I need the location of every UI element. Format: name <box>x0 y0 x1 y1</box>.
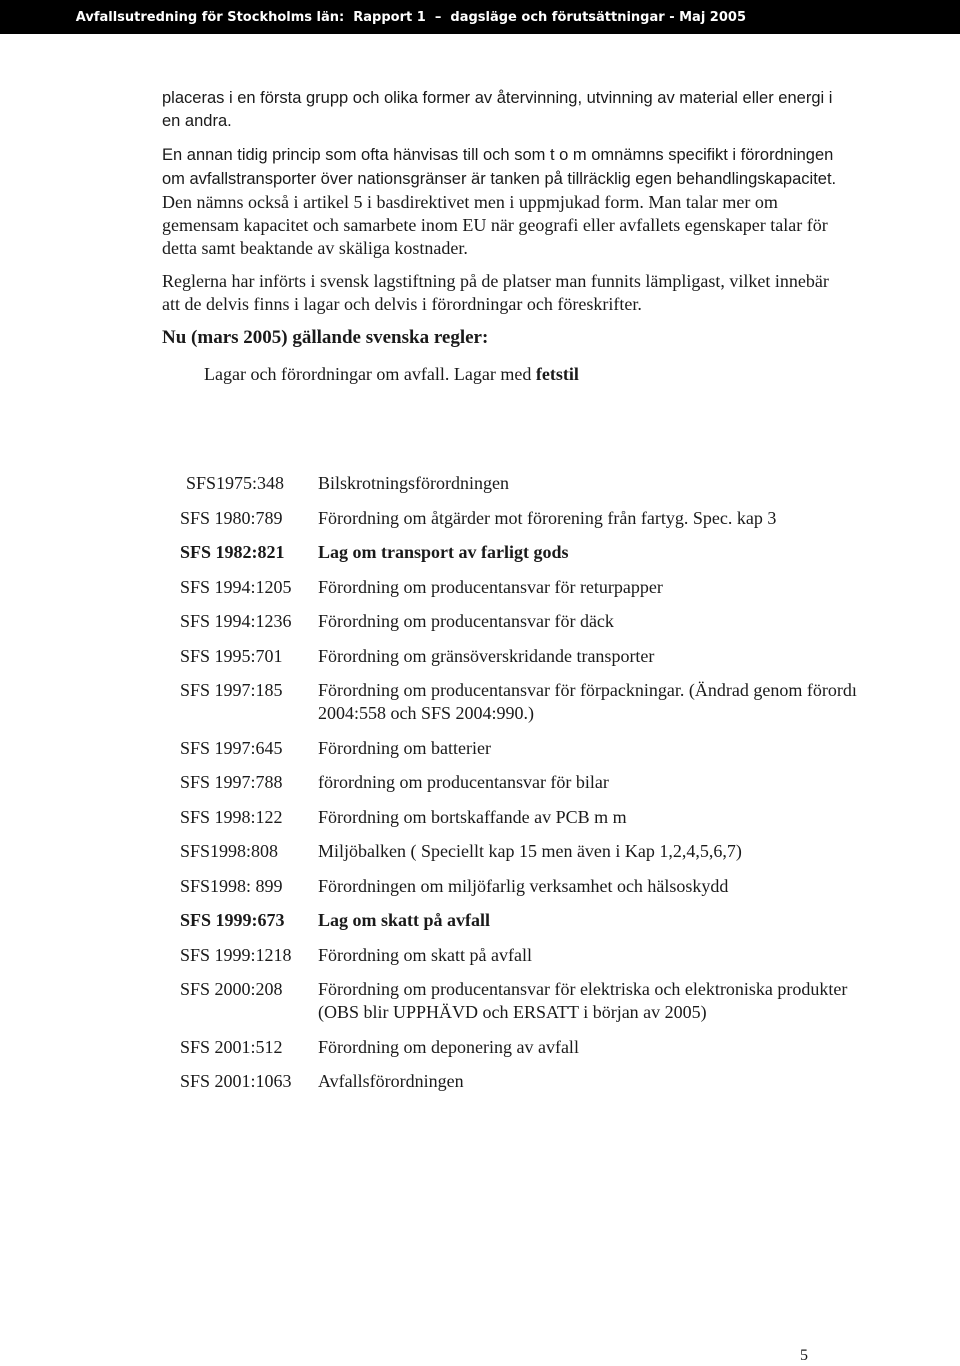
regulation-row <box>180 875 960 898</box>
regulation-code: SFS 1998:122 <box>180 806 283 827</box>
regulation-row <box>180 610 960 633</box>
regulation-name <box>318 472 509 495</box>
header-title: Avfallsutredning för Stockholms län: Rapport 1 – dagsläge och förutsättningar - Maj 2005 <box>75 9 746 25</box>
list-intro <box>204 362 842 386</box>
regulation-name <box>318 1070 464 1093</box>
regulation-name-line: Förordning om skatt på avfall <box>318 944 532 965</box>
regulation-name-line: Avfallsförordningen <box>318 1071 464 1091</box>
regulation-name-line: Förordning om deponering av avfall <box>318 1036 579 1057</box>
regulation-row <box>180 645 960 668</box>
regulation-code: SFS 1997:185 <box>180 680 283 700</box>
regulation-name <box>318 875 728 898</box>
regulation-row <box>180 771 960 794</box>
regulation-name <box>318 978 847 1024</box>
regulation-code: SFS 1994:1205 <box>180 576 292 597</box>
regulation-name-line: Förordning om producentansvar för däck <box>318 611 614 631</box>
regulation-code: SFS1998: 899 <box>180 875 283 896</box>
regulation-name-line: Lag om transport av farligt gods <box>318 542 569 562</box>
paragraph-2-part-b: Den nämns också i artikel 5 i basdirektivet men i uppmjukad form. <box>162 192 644 212</box>
regulation-row <box>180 576 960 599</box>
regulation-name <box>318 576 663 599</box>
regulation-name-line: Förordning om batterier <box>318 737 491 758</box>
list-intro-bold: fetstil <box>535 364 579 384</box>
regulation-code: SFS 1980:789 <box>180 507 283 528</box>
regulation-row <box>180 840 960 863</box>
regulation-code: SFS 2000:208 <box>180 979 283 999</box>
regulation-row <box>180 679 960 725</box>
regulation-name <box>318 944 532 967</box>
paragraph-1: placeras i en första grupp och olika former av återvinning, utvinning av material eller energi i en andra. <box>162 89 833 130</box>
regulation-row <box>180 978 960 1024</box>
regulation-code: SFS1998:808 <box>180 841 279 861</box>
regulation-name-line: Lag om skatt på avfall <box>318 910 491 930</box>
regulation-code: SFS 1995:701 <box>180 645 283 666</box>
regulation-code: SFS 1997:645 <box>180 737 283 758</box>
regulation-row <box>180 541 960 564</box>
regulation-name-line: Miljöbalken ( Speciellt kap 15 men även i Kap 1,2,4,5,6,7) <box>318 841 742 861</box>
regulation-name-line: Förordningen om miljöfarlig verksamhet och hälsoskydd <box>318 875 729 896</box>
regulation-name <box>318 679 857 725</box>
paragraph-2 <box>162 143 842 260</box>
regulation-list <box>180 472 960 1105</box>
regulation-name-line: Förordning om producentansvar för returpapper <box>318 576 663 597</box>
regulation-row <box>180 944 960 967</box>
regulation-code: SFS 1999:1218 <box>180 944 292 965</box>
regulation-name <box>318 737 491 760</box>
regulation-code: SFS 2001:512 <box>180 1036 283 1057</box>
regulation-code: SFS 1982:821 <box>180 542 285 562</box>
regulation-row <box>180 1070 960 1093</box>
regulation-name-line: Förordning om åtgärder mot förorening från fartyg. Spec. kap 3 <box>318 507 777 528</box>
paragraph-2-part-c: Man talar mer om gemensam kapacitet och samarbete inom EU när geografi eller avfallets egenskaper talar för detta samt beaktande av skäliga kostnader. <box>162 192 828 258</box>
regulation-name <box>318 840 742 863</box>
list-intro-text: Lagar och förordningar om avfall. Lagar med <box>204 364 536 384</box>
regulation-row <box>180 909 960 932</box>
regulation-name-line-2: (OBS blir UPPHÄVD och ERSATT i början av 2005) <box>318 1002 707 1022</box>
regulation-name-line-2: 2004:558 och SFS 2004:990.) <box>318 703 535 723</box>
section-heading: Nu (mars 2005) gällande svenska regler: <box>162 327 489 348</box>
regulation-name-line: Förordning om producentansvar för elektriska och elektroniska produkter <box>318 979 848 999</box>
regulation-name <box>318 1036 579 1059</box>
paragraph-3: Reglerna har införts i svensk lagstiftning på de platser man funnits lämpligast, vilket innebär att de delvis finns i lagar och delvis i förordningar och föreskrifter. <box>162 271 829 314</box>
regulation-name <box>318 507 776 530</box>
running-header <box>0 0 960 34</box>
regulation-row <box>180 1036 960 1059</box>
regulation-code: SFS 1999:673 <box>180 910 285 930</box>
regulation-name <box>318 909 490 932</box>
regulation-name-line: Förordning om producentansvar för förpackningar. (Ändrad genom förordı <box>318 680 857 700</box>
regulation-row <box>180 806 960 829</box>
regulation-code: SFS 1997:788 <box>180 772 283 792</box>
paragraph-2-part-a: En annan tidig princip som ofta hänvisas till och som t o m omnämns specifikt i förordningen om avfallstransporter över nationsgränser är tanken på tillräcklig egen behandlingskapacitet. <box>162 146 837 188</box>
regulation-code: SFS 2001:1063 <box>180 1071 292 1091</box>
regulation-name <box>318 645 654 668</box>
regulation-row <box>180 507 960 530</box>
regulation-name <box>318 771 609 794</box>
regulation-name <box>318 610 614 633</box>
regulation-row <box>180 737 960 760</box>
regulation-name-line: Bilskrotningsförordningen <box>318 473 509 493</box>
regulation-row <box>180 472 960 495</box>
regulation-name <box>318 541 569 564</box>
regulation-name-line: förordning om producentansvar för bilar <box>318 772 609 792</box>
regulation-name <box>318 806 627 829</box>
regulation-name-line: Förordning om bortskaffande av PCB m m <box>318 806 627 827</box>
regulation-name-line: Förordning om gränsöverskridande transporter <box>318 645 655 666</box>
page-number: 5 <box>800 1347 808 1364</box>
regulation-code: SFS 1994:1236 <box>180 611 292 631</box>
regulation-code: SFS1975:348 <box>186 473 285 493</box>
body-text <box>162 87 842 422</box>
